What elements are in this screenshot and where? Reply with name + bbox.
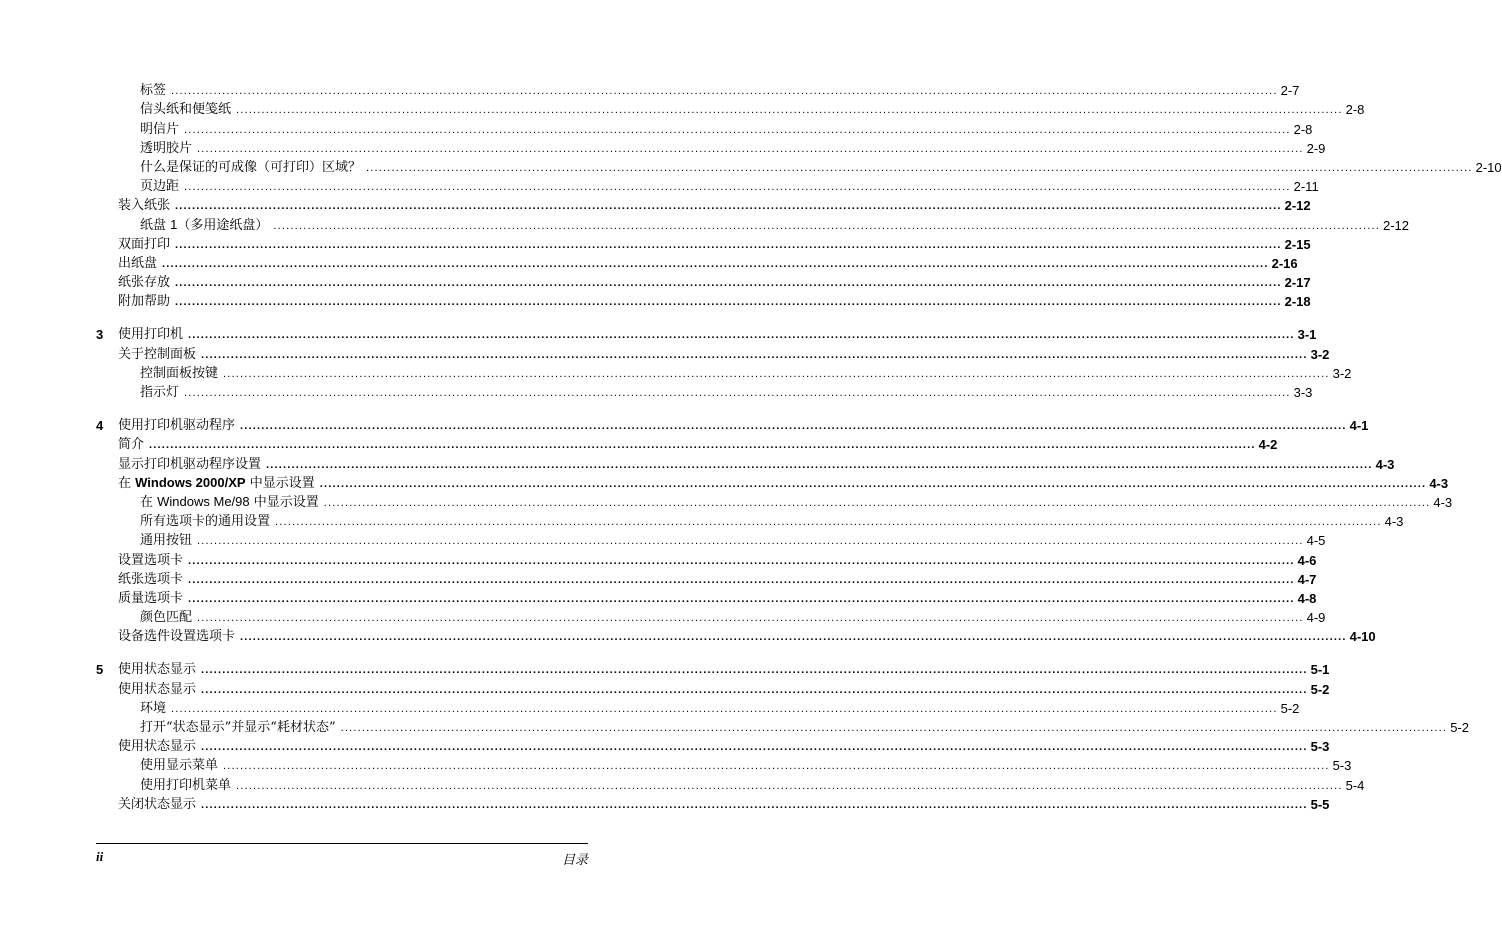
toc-section-entry[interactable] bbox=[96, 736, 1330, 755]
dot-leader: .................................................................................................................................................................................................................................................................... bbox=[201, 348, 1308, 361]
dot-leader: .................................................................................................................................................................................................................................................................... bbox=[323, 496, 1431, 509]
toc-page-number: 5-4 bbox=[1345, 777, 1365, 793]
toc-entry-title bbox=[140, 217, 268, 234]
toc-section-entry[interactable] bbox=[96, 195, 1311, 214]
toc-entry-title: 颜色匹配 bbox=[140, 610, 193, 626]
toc-entry-title: 关于控制面板 bbox=[118, 346, 197, 362]
dot-leader: .................................................................................................................................................................................................................................................................... bbox=[184, 181, 1291, 194]
dot-leader: .................................................................................................................................................................................................................................................................... bbox=[197, 142, 1304, 155]
toc-section-entry[interactable] bbox=[96, 678, 1330, 697]
toc-entry-title: 出纸盘 bbox=[118, 255, 158, 271]
dot-leader: .................................................................................................................................................................................................................................................................... bbox=[175, 296, 1282, 309]
toc-entry-title-part: Windows 2000/XP bbox=[135, 474, 246, 490]
toc-subsection-entry[interactable] bbox=[96, 214, 1410, 233]
toc-entry-title: 通用按钮 bbox=[140, 533, 193, 549]
toc-subsection-entry[interactable] bbox=[96, 118, 1313, 137]
chapter-number: 4 bbox=[96, 418, 104, 434]
toc-chapter-entry[interactable] bbox=[96, 659, 1330, 678]
dot-leader: .................................................................................................................................................................................................................................................................... bbox=[171, 702, 1278, 715]
toc-page-number: 4-2 bbox=[1258, 437, 1278, 453]
toc-entry-title-part: 纸盘 bbox=[140, 217, 171, 233]
dot-leader: .................................................................................................................................................................................................................................................................... bbox=[201, 664, 1308, 677]
footer-divider bbox=[96, 843, 588, 844]
toc-page-number: 2-16 bbox=[1271, 255, 1298, 271]
toc-page-number: 4-5 bbox=[1306, 533, 1326, 549]
chapter-number: 3 bbox=[96, 327, 104, 343]
dot-leader: .................................................................................................................................................................................................................................................................... bbox=[319, 477, 1427, 490]
dot-leader: .................................................................................................................................................................................................................................................................... bbox=[273, 219, 1380, 232]
toc-page-number: 2-8 bbox=[1345, 102, 1365, 118]
dot-leader: .................................................................................................................................................................................................................................................................... bbox=[184, 387, 1291, 399]
toc-page-number: 5-2 bbox=[1280, 700, 1300, 716]
toc-page-number: 4-3 bbox=[1375, 456, 1395, 472]
dot-leader: .................................................................................................................................................................................................................................................................... bbox=[340, 722, 1448, 734]
toc-section-entry[interactable] bbox=[96, 473, 1449, 492]
section-spacer bbox=[96, 401, 588, 415]
toc-subsection-entry[interactable] bbox=[96, 80, 1300, 99]
toc-section-entry[interactable] bbox=[96, 291, 1311, 310]
toc-page-number: 5-1 bbox=[1310, 662, 1330, 678]
dot-leader: .................................................................................................................................................................................................................................................................... bbox=[171, 85, 1278, 98]
toc-entry-title: 设置选项卡 bbox=[118, 552, 184, 568]
toc-subsection-entry[interactable] bbox=[96, 99, 1365, 118]
toc-page-number: 5-5 bbox=[1310, 796, 1330, 812]
toc-section-entry[interactable] bbox=[96, 272, 1311, 291]
toc-page-number: 2-12 bbox=[1284, 198, 1311, 214]
table-of-contents bbox=[96, 80, 1502, 813]
section-spacer bbox=[96, 645, 588, 659]
dot-leader: .................................................................................................................................................................................................................................................................... bbox=[175, 238, 1282, 251]
toc-section-entry[interactable] bbox=[96, 434, 1278, 453]
toc-section-entry[interactable] bbox=[96, 626, 1376, 645]
toc-entry-title: 标签 bbox=[140, 83, 167, 99]
toc-page-number: 3-2 bbox=[1332, 365, 1352, 381]
footer-section-title: 目录 bbox=[561, 853, 588, 868]
toc-subsection-entry[interactable] bbox=[96, 138, 1326, 157]
toc-entry-title: 装入纸张 bbox=[118, 198, 171, 214]
dot-leader: .................................................................................................................................................................................................................................................................... bbox=[201, 798, 1308, 811]
dot-leader: .................................................................................................................................................................................................................................................................... bbox=[223, 760, 1330, 773]
dot-leader: .................................................................................................................................................................................................................................................................... bbox=[266, 458, 1373, 471]
toc-entry-title: 环境 bbox=[140, 700, 167, 716]
dot-leader: .................................................................................................................................................................................................................................................................... bbox=[197, 535, 1304, 548]
toc-entry-title: 什么是保证的可成像（可打印）区域？ bbox=[140, 159, 362, 175]
toc-page-number: 4-3 bbox=[1433, 494, 1453, 510]
toc-section-entry[interactable] bbox=[96, 234, 1311, 253]
toc-page-number: 4-3 bbox=[1384, 514, 1404, 530]
dot-leader: .................................................................................................................................................................................................................................................................... bbox=[197, 612, 1304, 625]
dot-leader: .................................................................................................................................................................................................................................................................... bbox=[162, 257, 1269, 270]
toc-entry-title: 所有选项卡的通用设置 bbox=[140, 514, 271, 530]
toc-entry-title: 使用打印机驱动程序 bbox=[118, 418, 236, 434]
dot-leader: .................................................................................................................................................................................................................................................................... bbox=[223, 367, 1330, 380]
toc-page-number: 3-3 bbox=[1293, 385, 1313, 400]
toc-section-entry[interactable] bbox=[96, 794, 1330, 813]
toc-subsection-entry[interactable] bbox=[96, 492, 1453, 511]
toc-entry-title: 控制面板按键 bbox=[140, 365, 219, 381]
toc-entry-title: 使用打印机 bbox=[118, 327, 184, 343]
toc-subsection-entry[interactable] bbox=[96, 755, 1352, 774]
toc-entry-title: 透明胶片 bbox=[140, 140, 193, 156]
toc-entry-title: 使用状态显示 bbox=[118, 739, 197, 755]
toc-subsection-entry[interactable] bbox=[96, 511, 1404, 530]
dot-leader: .................................................................................................................................................................................................................................................................... bbox=[175, 277, 1282, 290]
toc-entry-title: 纸张选项卡 bbox=[118, 571, 184, 587]
toc-page-number: 2-7 bbox=[1280, 83, 1300, 99]
dot-leader: .................................................................................................................................................................................................................................................................... bbox=[184, 123, 1291, 136]
toc-entry-title-part: 中显示设置 bbox=[249, 494, 319, 510]
toc-entry-title: 纸张存放 bbox=[118, 275, 171, 291]
toc-entry-title bbox=[140, 494, 319, 511]
toc-entry-title: 指示灯 bbox=[140, 385, 180, 400]
toc-page-number: 3-2 bbox=[1310, 346, 1330, 362]
dot-leader: .................................................................................................................................................................................................................................................................... bbox=[188, 592, 1295, 605]
toc-page-number: 4-10 bbox=[1349, 629, 1376, 645]
footer-page-number: ii bbox=[96, 849, 104, 864]
toc-page-number: 5-3 bbox=[1310, 739, 1330, 755]
toc-section-entry[interactable] bbox=[96, 343, 1330, 362]
dot-leader: .................................................................................................................................................................................................................................................................... bbox=[188, 554, 1295, 567]
toc-entry-title: 显示打印机驱动程序设置 bbox=[118, 456, 262, 472]
toc-entry-title: 双面打印 bbox=[118, 236, 171, 252]
toc-entry-title: 关闭状态显示 bbox=[118, 796, 197, 812]
toc-page-number: 2-9 bbox=[1306, 140, 1326, 156]
toc-page-number: 5-3 bbox=[1332, 758, 1352, 774]
toc-entry-title: 使用状态显示 bbox=[118, 681, 197, 697]
toc-subsection-entry[interactable] bbox=[96, 774, 1365, 793]
toc-page-number: 3-1 bbox=[1297, 327, 1317, 343]
toc-chapter-entry[interactable] bbox=[96, 415, 1369, 434]
toc-chapter-entry[interactable] bbox=[96, 324, 1317, 343]
toc-subsection-entry[interactable] bbox=[96, 717, 1469, 736]
toc-entry-title bbox=[118, 475, 315, 492]
dot-leader: .................................................................................................................................................................................................................................................................... bbox=[236, 104, 1343, 117]
toc-entry-title: 附加帮助 bbox=[118, 294, 171, 310]
toc-page-number: 4-9 bbox=[1306, 610, 1326, 626]
toc-page-number: 5-2 bbox=[1450, 720, 1469, 735]
toc-page-number: 5-2 bbox=[1310, 681, 1330, 697]
toc-page-number: 4-8 bbox=[1297, 590, 1317, 606]
toc-section-entry[interactable] bbox=[96, 588, 1317, 607]
dot-leader: .................................................................................................................................................................................................................................................................... bbox=[275, 516, 1382, 529]
dot-leader: .................................................................................................................................................................................................................................................................... bbox=[188, 329, 1295, 342]
toc-page-number: 4-3 bbox=[1429, 475, 1449, 491]
toc-page-number: 2-15 bbox=[1284, 236, 1311, 252]
toc-entry-title-part: 中显示设置 bbox=[245, 475, 315, 491]
dot-leader: .................................................................................................................................................................................................................................................................... bbox=[188, 573, 1295, 586]
toc-page-number: 2-10 bbox=[1475, 159, 1502, 175]
toc-subsection-entry[interactable] bbox=[96, 363, 1352, 382]
toc-entry-title: 页边距 bbox=[140, 179, 180, 195]
dot-leader: .................................................................................................................................................................................................................................................................... bbox=[201, 741, 1308, 754]
toc-page-number: 4-6 bbox=[1297, 552, 1317, 568]
section-spacer bbox=[96, 310, 588, 324]
toc-subsection-entry[interactable] bbox=[96, 176, 1319, 195]
toc-section-entry[interactable] bbox=[96, 253, 1298, 272]
dot-leader: .................................................................................................................................................................................................................................................................... bbox=[175, 200, 1282, 213]
dot-leader: .................................................................................................................................................................................................................................................................... bbox=[240, 631, 1347, 644]
toc-entry-title: 打开“状态显示”并显示“耗材状态” bbox=[140, 720, 336, 735]
toc-section-entry[interactable] bbox=[96, 549, 1317, 568]
toc-entry-title-part: （多用途纸盘） bbox=[177, 217, 269, 233]
toc-page-number: 4-7 bbox=[1297, 571, 1317, 587]
toc-page-number: 2-11 bbox=[1293, 179, 1319, 195]
toc-page-number: 2-18 bbox=[1284, 294, 1311, 310]
toc-entry-title-part: Windows Me/98 bbox=[157, 493, 250, 509]
toc-entry-title: 使用状态显示 bbox=[118, 662, 197, 678]
toc-page-number: 4-1 bbox=[1349, 418, 1369, 434]
toc-subsection-entry[interactable] bbox=[96, 157, 1502, 176]
dot-leader: .................................................................................................................................................................................................................................................................... bbox=[240, 420, 1347, 433]
toc-subsection-entry[interactable] bbox=[96, 382, 1313, 401]
chapter-number: 5 bbox=[96, 662, 104, 678]
dot-leader: .................................................................................................................................................................................................................................................................... bbox=[201, 683, 1308, 696]
toc-entry-title: 设备选件设置选项卡 bbox=[118, 629, 236, 645]
dot-leader: .................................................................................................................................................................................................................................................................... bbox=[149, 439, 1256, 452]
toc-entry-title: 信头纸和便笺纸 bbox=[140, 102, 232, 118]
toc-section-entry[interactable] bbox=[96, 569, 1317, 588]
toc-entry-title: 明信片 bbox=[140, 121, 180, 137]
toc-entry-title-part: 1 bbox=[170, 216, 178, 232]
toc-subsection-entry[interactable] bbox=[96, 530, 1326, 549]
toc-subsection-entry[interactable] bbox=[96, 607, 1326, 626]
toc-page-number: 2-12 bbox=[1383, 217, 1410, 233]
dot-leader: .................................................................................................................................................................................................................................................................... bbox=[236, 779, 1343, 792]
toc-entry-title-part: 在 bbox=[140, 494, 158, 510]
toc-entry-title: 质量选项卡 bbox=[118, 590, 184, 606]
toc-section-entry[interactable] bbox=[96, 453, 1395, 472]
toc-entry-title: 简介 bbox=[118, 437, 145, 453]
toc-page-number: 2-8 bbox=[1293, 121, 1313, 137]
toc-page-number: 2-17 bbox=[1284, 275, 1311, 291]
dot-leader: .................................................................................................................................................................................................................................................................... bbox=[366, 161, 1473, 174]
toc-entry-title: 使用显示菜单 bbox=[140, 758, 219, 774]
toc-subsection-entry[interactable] bbox=[96, 698, 1300, 717]
toc-entry-title: 使用打印机菜单 bbox=[140, 777, 232, 793]
toc-entry-title-part: 在 bbox=[118, 475, 136, 491]
